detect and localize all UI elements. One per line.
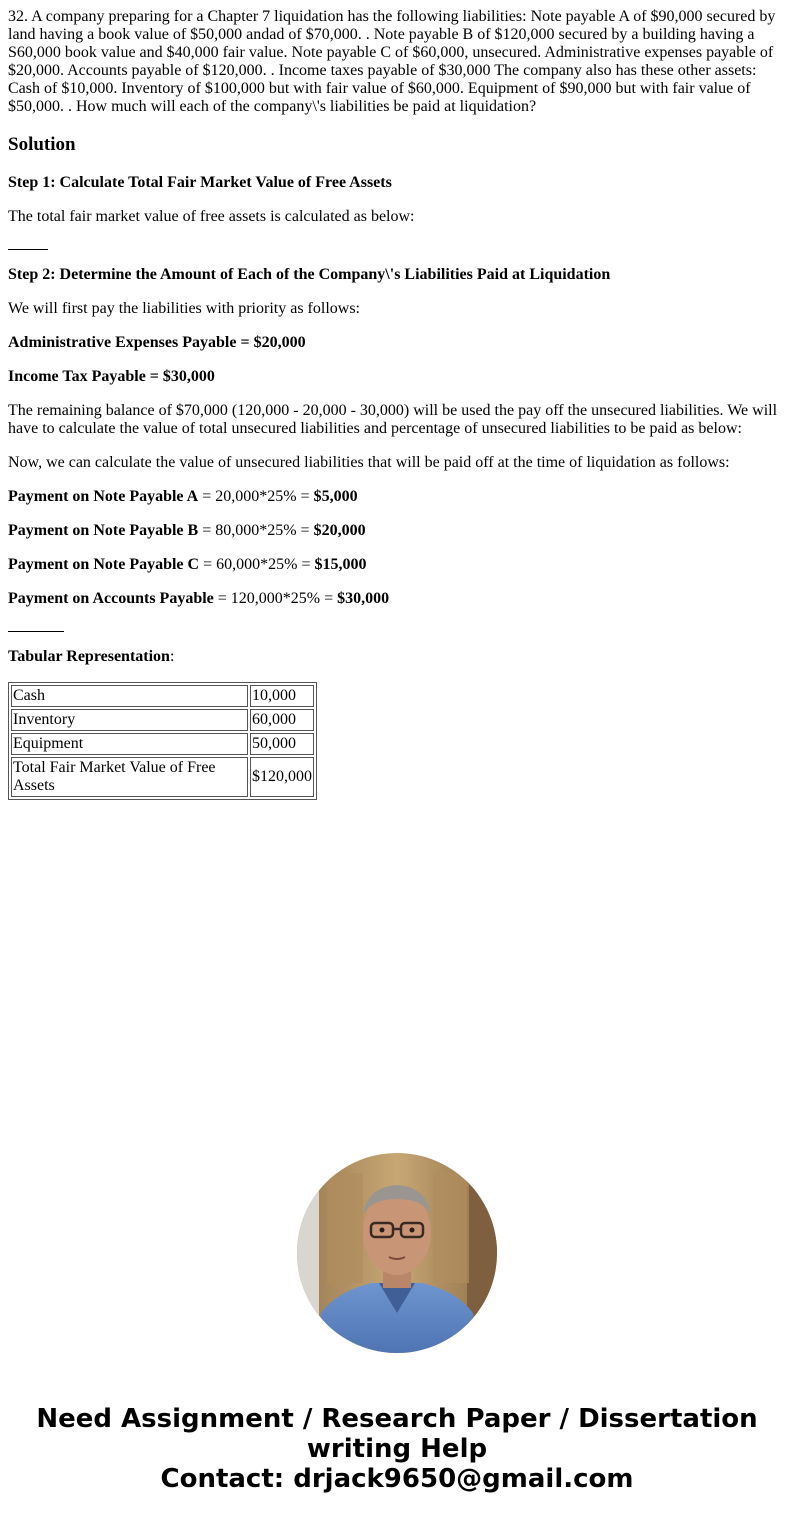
payment-label: Payment on Note Payable A [8,488,199,505]
divider [8,242,786,250]
payment-accounts-payable [8,590,786,608]
table-cell-value: 50,000 [250,733,314,755]
divider [8,624,786,632]
step1-title [8,174,786,192]
payment-result: $15,000 [314,556,367,573]
free-assets-table [8,682,317,800]
payment-result: $20,000 [313,522,366,539]
step2-intro: We will first pay the liabilities with priority as follows: [8,300,360,317]
priority-admin-expenses-text: Administrative Expenses Payable = $20,000 [8,334,306,351]
table-row [11,733,314,755]
table-row [11,709,314,731]
table-cell-item: Equipment [11,733,248,755]
table-row [11,757,314,797]
payment-note-b [8,522,786,540]
solution-content [8,8,786,800]
table-cell-value: 60,000 [250,709,314,731]
payment-formula: = 80,000*25% = [198,522,314,539]
payment-result: $5,000 [313,488,358,505]
payment-label: Payment on Accounts Payable [8,590,214,607]
table-cell-value: $120,000 [250,757,314,797]
payment-result: $30,000 [337,590,390,607]
priority-income-tax-text: Income Tax Payable = $30,000 [8,368,215,385]
step2-title [8,266,786,284]
priority-admin-expenses [8,334,786,352]
promo-contact: Contact: drjack9650@gmail.com [160,1464,634,1494]
calc-intro-text: Now, we can calculate the value of unsecured liabilities that will be paid off at the time of liquidation as follows: [8,454,730,471]
payment-label: Payment on Note Payable B [8,522,199,539]
payment-formula: = 120,000*25% = [213,590,338,607]
solution-heading: Solution [8,134,76,155]
payment-label: Payment on Note Payable C [8,556,200,573]
remaining-balance-text: The remaining balance of $70,000 (120,000 - 20,000 - 30,000) will be used the pay off the unsecured liabilities. We will have to calculate the value of total unsecured liabilities and percentage of unsecured liabilities to be paid as below: [8,402,778,437]
table-cell-item: Cash [11,685,248,707]
payment-note-a [8,488,786,506]
promo-banner [0,1404,794,1494]
tabular-colon: : [169,648,175,665]
tabular-label: Tabular Representation [8,648,170,665]
payment-formula: = 20,000*25% = [198,488,314,505]
table-cell-item: Inventory [11,709,248,731]
payment-formula: = 60,000*25% = [199,556,315,573]
table-cell-item: Total Fair Market Value of Free Assets [11,757,248,797]
step2-title-text: Step 2: Determine the Amount of Each of the Company\'s Liabilities Paid at Liquidation [8,266,611,283]
step1-text: The total fair market value of free assets is calculated as below: [8,208,415,225]
table-row [11,685,314,707]
promo-line-2: writing Help [306,1434,488,1464]
promo-line-1: Need Assignment / Research Paper / Dissertation [36,1404,758,1434]
payment-note-c [8,556,786,574]
table-cell-value: 10,000 [250,685,314,707]
priority-income-tax [8,368,786,386]
tabular-heading [8,648,786,666]
author-portrait-image [297,1153,497,1353]
step1-title-text: Step 1: Calculate Total Fair Market Value of Free Assets [8,174,392,191]
author-avatar [297,1153,497,1353]
question-text: 32. A company preparing for a Chapter 7 liquidation has the following liabilities: Note payable A of $90,000 secured by land having a book value of $50,000 andad of $70,000. . Note payable B of $120,000 secured by a building having a S60,000 book value and $40,000 fair value. Note payable C of $60,000, unsecured. Administrative expenses payable of $20,000. Accounts payable of $120,000. . Income taxes payable of $30,000 The company also has these other assets: Cash of $10,000. Inventory of $100,000 but with fair value of $60,000. Equipment of $90,000 but with fair value of $50,000. . How much will each of the company\'s liabilities be paid at liquidation? [8,8,776,115]
